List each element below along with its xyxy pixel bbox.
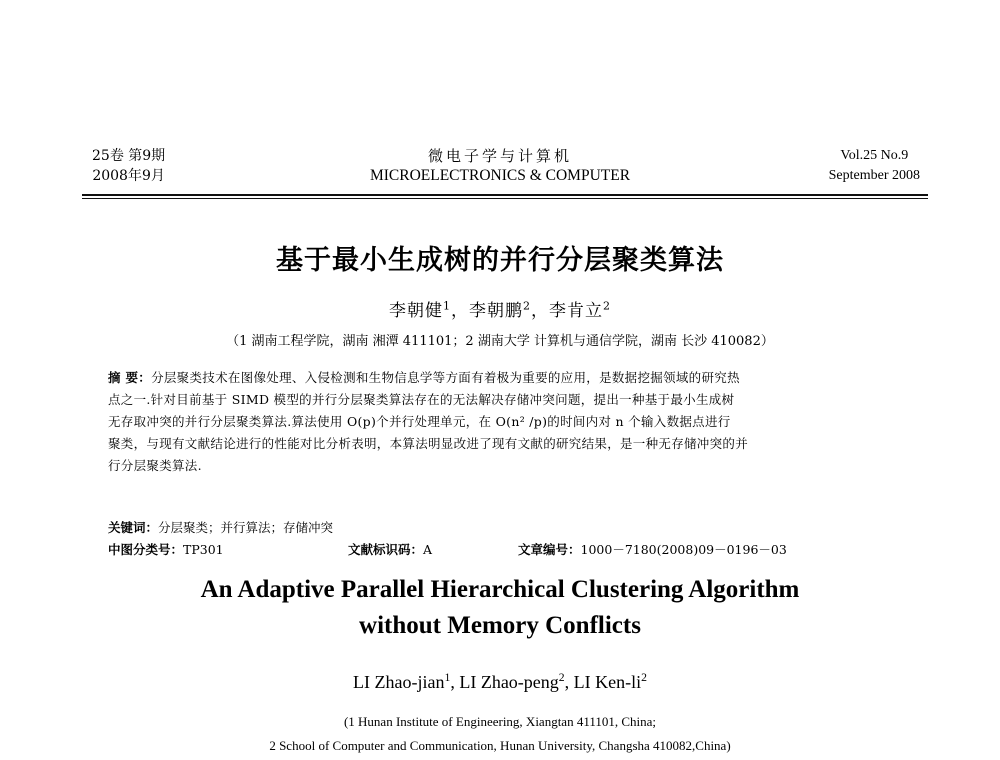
affiliation-en-line-1: (1 Hunan Institute of Engineering, Xiangtan 411101, China;	[343, 714, 657, 729]
keywords-value: 分层聚类；并行算法；存储冲突	[158, 520, 334, 535]
keywords-label: 关键词：	[108, 520, 159, 535]
date-cn: 2008年9月	[92, 168, 165, 184]
volume-cn: 25卷 第9期	[92, 148, 166, 164]
classification-label: 中图分类号：	[108, 542, 184, 557]
paper-title-cn: 基于最小生成树的并行分层聚类算法	[276, 245, 724, 276]
affiliation-cn: （1 湖南工程学院，湖南 湘潭 411101；2 湖南大学 计算机与通信学院，湖南 长沙 410082）	[226, 334, 774, 349]
date-en: September 2008	[828, 168, 920, 183]
authors-en	[0, 672, 1000, 693]
doc-code-value: A	[423, 542, 433, 557]
article-no-value: 1000－7180(2008)09－0196－03	[580, 542, 787, 557]
abstract-line: 摘 要：分层聚类技术在图像处理、入侵检测和生物信息学等方面有着极为重要的应用，是数据挖掘领域的研究热	[108, 370, 740, 385]
author-cn-3: 李肯立$^2$	[549, 299, 612, 321]
abstract-line: 点之一.针对目前基于 SIMD 模型的并行分层聚类算法存在的无法解决存储冲突问题，提出一种基于最小生成树	[108, 392, 735, 407]
title-en-line-2: without Memory Conflicts	[359, 612, 641, 639]
paper-title-en	[0, 572, 1000, 644]
volume-en: Vol.25 No.9	[840, 148, 909, 163]
abstract-line: 聚类，与现有文献结论进行的性能对比分析表明，本算法明显改进了现有文献的研究结果，是一种无存储冲突的并	[108, 436, 749, 451]
classification-value: TP301	[183, 542, 224, 557]
affiliation-en-line-2: 2 School of Computer and Communication, Hunan University, Changsha 410082,China)	[269, 738, 731, 753]
abstract-line: 行分层聚类算法.	[108, 458, 202, 473]
affiliation-en	[0, 710, 1000, 758]
title-en-line-1: An Adaptive Parallel Hierarchical Clustering Algorithm	[200, 576, 800, 603]
author-cn-1: 李朝健$^1$，	[388, 299, 469, 321]
paper-meta	[108, 518, 898, 558]
journal-title-cn: 微电子学与计算机	[427, 147, 572, 165]
author-en-1: LI Zhao-jian$^1$,	[353, 671, 460, 692]
header-rule-thin	[82, 198, 928, 199]
author-en-2: LI Zhao-peng$^2$,	[459, 671, 574, 692]
article-no-label: 文章编号：	[518, 542, 581, 557]
abstract-cn	[108, 367, 898, 477]
author-en-3: LI Ken-$li^2$	[573, 671, 647, 692]
classification-row	[108, 540, 898, 558]
journal-title-en: MICROELECTRONICS & COMPUTER	[369, 167, 631, 184]
header-rule-thick	[82, 194, 928, 196]
header-right	[829, 146, 920, 186]
doc-code-label: 文献标识码：	[348, 542, 424, 557]
abstract-line: 无存取冲突的并行分层聚类算法.算法使用 O(p)个并行处理单元，在 O(n² /p)的时间内对 n 个输入数据点进行	[108, 414, 731, 429]
abstract-label: 摘 要：	[108, 370, 152, 385]
author-cn-2: 李朝鹏$^2$，	[468, 299, 550, 321]
authors-cn	[0, 296, 1000, 321]
keywords-row	[108, 518, 898, 536]
